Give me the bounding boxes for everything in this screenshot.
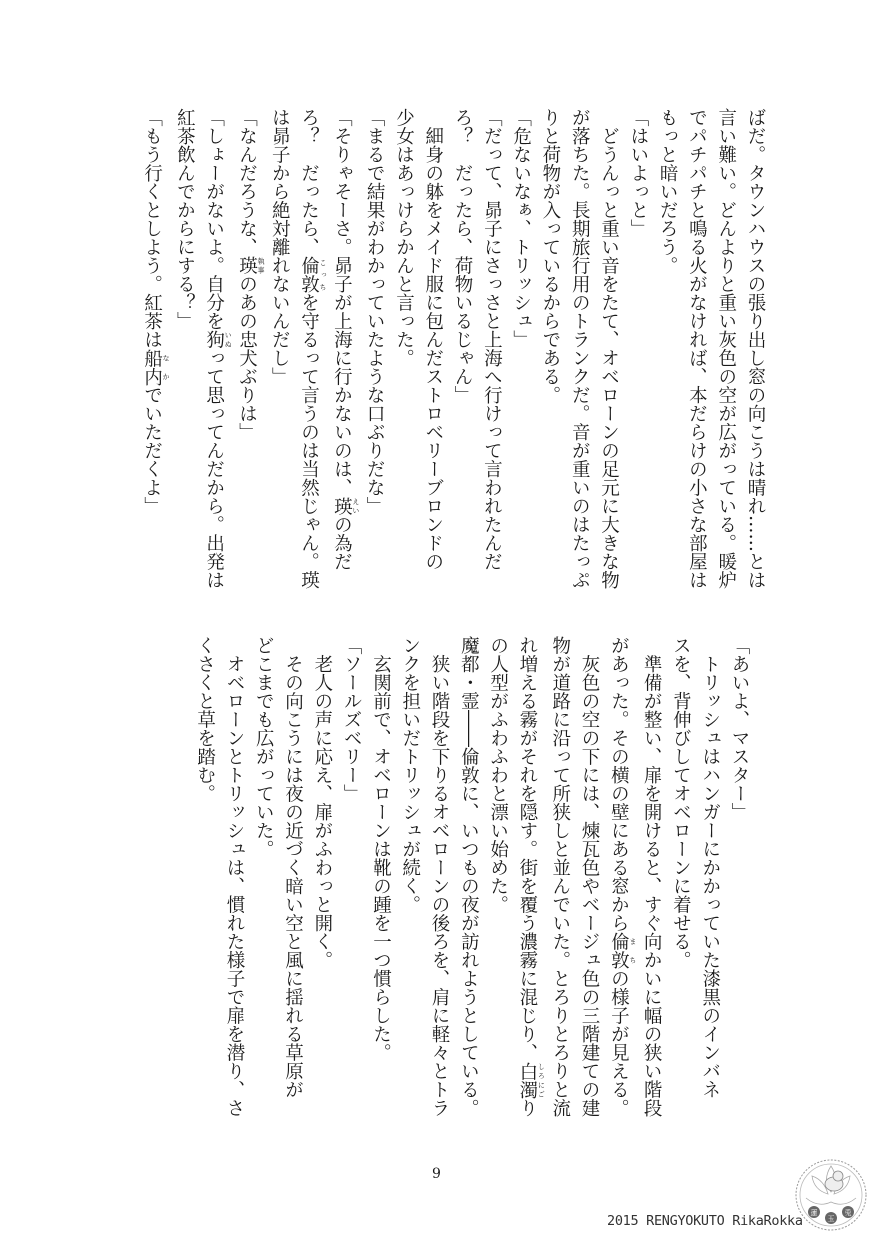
text-run: ンクを担いだトリッシュが続く。: [399, 636, 421, 914]
text-run: を守るって言うのは当然じゃん。瑛: [298, 293, 320, 589]
ruby-base: 白濁: [516, 1061, 538, 1099]
text-run: 紅茶飲んでからにする？」: [174, 108, 196, 330]
text-run: り: [516, 1098, 538, 1117]
ruby-annotation: [608, 932, 637, 969]
ruby-base: 瑛: [331, 496, 353, 515]
text-column: [682, 108, 711, 598]
text-column: [575, 636, 604, 1117]
ruby-base: 瑛: [236, 256, 258, 275]
text-run: 「もう行くとしよう。紅茶は: [141, 108, 163, 349]
text-run: どうんっと重い音をたて、オベローンの足元に大きな物: [598, 108, 620, 589]
ruby-reading: いぬ: [224, 330, 233, 349]
text-run: 玄関前で、オベローンは靴の踵を一つ慣らした。: [370, 636, 392, 1062]
text-run: 「はいよっと」: [627, 108, 649, 238]
text-run: が落ちた。長期旅行用のトランクだ。音が重いのはたっぷ: [569, 108, 591, 589]
text-column: [604, 636, 637, 1117]
text-run: 狭い階段を下りるオベローンの後ろを、肩に軽々とトラ: [429, 636, 451, 1117]
text-run: ろ？ だったら、荷物いるじゃん」: [452, 108, 474, 404]
text-run: があった。その横の壁にある窓から: [608, 636, 630, 932]
text-column: [536, 108, 565, 598]
text-column: [425, 636, 454, 1117]
text-column: [265, 108, 294, 598]
ruby-reading: なか: [162, 348, 171, 386]
text-run: 「だって、昴子にさっさと上海へ行けって言われたんだ: [481, 108, 503, 571]
text-column: [337, 636, 366, 1106]
ruby-base: 倫敦: [608, 932, 630, 969]
text-column: [695, 636, 724, 1106]
ruby-annotation: [236, 256, 265, 275]
text-run: 少女はあっけらかんと言った。: [393, 108, 415, 367]
text-run: ばだ。タウンハウスの張り出し窓の向こうは晴れ……とは: [745, 108, 766, 589]
text-column: [327, 108, 360, 598]
text-run: れ増える霧がそれを隠す。街を覆う濃霧に混じり、: [516, 636, 538, 1062]
text-run: 細身の躰をメイド服に包んだストロベリーブロンドの: [422, 108, 444, 571]
ruby-base: 狗: [203, 330, 225, 349]
text-column: [190, 636, 219, 1106]
text-column: [741, 108, 770, 598]
logo-char: 兎: [844, 1209, 852, 1217]
text-column: [308, 636, 337, 1106]
text-column: [395, 636, 424, 1106]
text-column: [360, 108, 389, 598]
text-run: 「そりゃそーさ。昴子が上海に行かないのは、: [331, 108, 353, 497]
ruby-base: 倫敦: [298, 256, 320, 293]
text-run: 「あいよ、マスター」: [729, 636, 750, 821]
text-run: スを、背伸びしてオベローンに着せる。: [670, 636, 692, 969]
text-column: [137, 108, 170, 598]
text-run: 言い難い。どんよりと重い灰色の空が広がっている。暖炉: [715, 108, 737, 589]
text-run: その向こうには夜の近づく暗い空と風に揺れる草原が: [282, 636, 304, 1099]
text-run: でいただくよ」: [141, 385, 163, 515]
text-run: オベローンとトリッシュは、慣れた様子で扉を潜り、さ: [223, 636, 245, 1117]
text-column: [199, 108, 232, 598]
text-run: の様子が見える。: [608, 969, 630, 1117]
text-run: 「ソールズベリー」: [341, 636, 363, 803]
text-run: どこまでも広がっていた。: [253, 636, 275, 858]
footer-credit: 2015 RENGYOKUTO RikaRokka: [607, 1213, 803, 1229]
ruby-base: 船内: [141, 348, 163, 386]
text-column: [653, 108, 682, 598]
ruby-annotation: [141, 348, 171, 386]
text-run: 魔都・霊――倫敦に、いつもの夜が訪れようとしている。: [458, 636, 480, 1117]
text-column: [545, 636, 574, 1117]
text-column: [389, 108, 418, 598]
text-run: 「なんだろうな、: [236, 108, 258, 256]
ruby-annotation: [203, 330, 233, 349]
text-run: って思ってんだから。出発は: [203, 348, 225, 589]
text-run: の為だ: [331, 515, 353, 571]
text-run: 「危ないなぁ、トリッシュ」: [510, 108, 532, 349]
ruby-reading: えい: [351, 496, 360, 515]
text-run: 物が道路に沿って所狭しと並んでいた。とろりとろりと流: [549, 636, 571, 1117]
text-column: [232, 108, 265, 598]
ruby-reading: 執事: [256, 256, 265, 275]
text-column: [637, 636, 666, 1117]
text-column: [418, 108, 447, 598]
logo-char: 蓮: [810, 1209, 818, 1217]
text-run: 準備が整い、扉を開けると、すぐ向かいに幅の狭い階段: [641, 636, 663, 1117]
ruby-annotation: [516, 1061, 546, 1099]
text-run: のあの忠犬ぶりは」: [236, 274, 258, 441]
text-column: [506, 108, 535, 598]
text-run: 老人の声に応え、扉がふわっと開く。: [311, 636, 333, 969]
ruby-reading: まち: [628, 932, 637, 969]
text-column: [624, 108, 653, 598]
text-run: トリッシュはハンガーにかかっていた漆黒のインバネ: [699, 636, 721, 1099]
page-number: 9: [432, 1166, 441, 1182]
text-column: [448, 108, 477, 598]
text-run: 灰色の空の下には、煉瓦色やベージュ色の三階建ての建: [579, 636, 601, 1117]
text-column: [666, 636, 695, 1106]
text-column: [366, 636, 395, 1106]
rabbit-lotus-seal-icon: [794, 1158, 868, 1232]
text-column: [483, 636, 512, 1106]
text-column: [565, 108, 594, 598]
text-run: りと荷物が入っているからである。: [539, 108, 561, 404]
text-block-upper: [137, 108, 770, 598]
text-block-lower: [190, 636, 754, 1117]
text-column: [513, 636, 546, 1117]
text-run: の人型がふわふわと漂い始めた。: [487, 636, 509, 914]
text-column: [170, 108, 199, 598]
text-run: くさくと草を踏む。: [194, 636, 216, 803]
text-run: ろ？ だったら、: [298, 108, 320, 256]
text-column: [454, 636, 483, 1117]
text-column: [594, 108, 623, 598]
text-column: [725, 636, 754, 1106]
text-run: は昴子から絶対離れないんだし」: [269, 108, 291, 386]
text-column: [294, 108, 327, 598]
ruby-annotation: [331, 496, 360, 516]
text-run: 「まるで結果がわかっていたような口ぶりだな」: [364, 108, 386, 515]
ruby-reading: こっち: [319, 256, 328, 293]
text-run: もっと暗いだろう。: [657, 108, 679, 275]
logo-char: 玉: [827, 1215, 835, 1223]
text-run: でパチパチと鳴る火がなければ、本だらけの小さな部屋は: [686, 108, 708, 589]
ruby-annotation: [298, 256, 328, 293]
text-column: [220, 636, 249, 1117]
text-column: [711, 108, 740, 598]
ruby-reading: しろにご: [537, 1061, 546, 1099]
text-run: 「しょーがないよ。自分を: [203, 108, 225, 330]
text-column: [477, 108, 506, 598]
text-column: [249, 636, 278, 1106]
text-column: [278, 636, 307, 1106]
